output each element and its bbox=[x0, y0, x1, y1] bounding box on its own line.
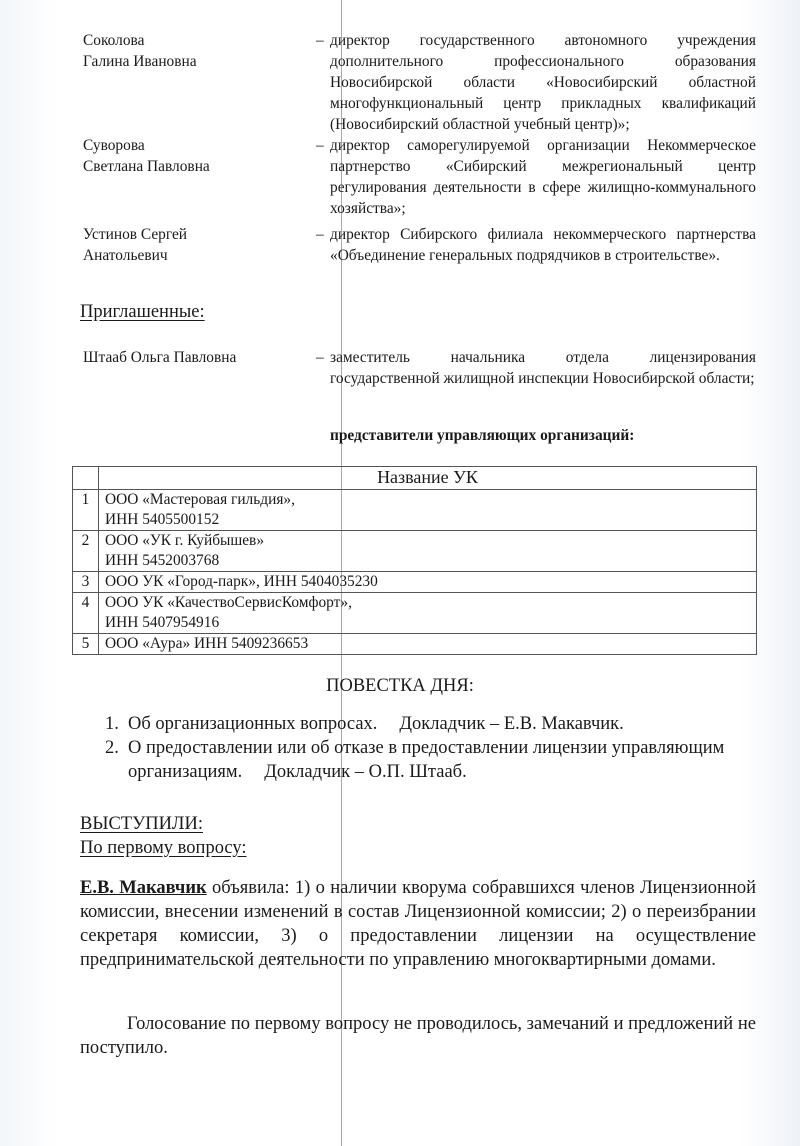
member-name bbox=[83, 224, 283, 266]
company-inn: ИНН 5405500152 bbox=[105, 511, 220, 528]
company-name: ООО «УК г. Куйбышев» bbox=[105, 532, 265, 549]
member-description: директор государственного автономного учреждения дополнительного профессионального образования Новосибирской области «Новосибирский областной многофункциональный центр прикладных квалификаций (Новосибирский областной учебный центр)»; bbox=[330, 32, 756, 133]
company-cell bbox=[99, 572, 757, 593]
member-description: директор саморегулируемой организации Некоммерческое партнерство «Сибирский межрегиональный центр регулирования деятельности в сфере жилищно-коммунального хозяйства»; bbox=[330, 137, 756, 217]
invited-name: Штааб Ольга Павловна bbox=[83, 349, 237, 366]
agenda-item-text: Об организационных вопросах. bbox=[128, 714, 378, 734]
member-given-names: Анатольевич bbox=[83, 247, 168, 264]
invited-description: заместитель начальника отдела лицензирования государственной жилищной инспекции Новосибирской области; bbox=[330, 349, 756, 387]
dash-separator: – bbox=[316, 32, 324, 49]
table-row bbox=[73, 490, 757, 531]
speaker-name: Е.В. Макавчик bbox=[80, 878, 207, 898]
company-cell bbox=[99, 531, 757, 572]
table-header-num bbox=[73, 467, 99, 490]
company-name: ООО УК «КачествоСервисКомфорт», bbox=[105, 594, 352, 611]
company-cell bbox=[99, 634, 757, 655]
company-cell bbox=[99, 490, 757, 531]
member-given-names: Галина Ивановна bbox=[83, 53, 197, 70]
agenda-item bbox=[105, 712, 785, 736]
member-surname: Суворова bbox=[83, 137, 145, 154]
member-surname: Соколова bbox=[83, 32, 145, 49]
agenda-item-speaker: Докладчик – О.П. Штааб. bbox=[264, 762, 467, 782]
speech-statement: объявила: 1) о наличии кворума собравшихся членов Лицензионной комиссии, внесении изменений в состав Лицензионной комиссии; 2) о переизбрании секретаря комиссии, 3) о предоставлении лицензии на осуществление предпринимательской деятельности по управлению многоквартирными домами. bbox=[80, 878, 756, 970]
agenda-item-text: О предоставлении или об отказе в предоставлении лицензии управляющим организациям. bbox=[128, 738, 725, 782]
member-description: директор Сибирского филиала некоммерческого партнерства «Объединение генеральных подрядчиков в строительстве». bbox=[330, 226, 756, 264]
member-surname: Устинов Сергей bbox=[83, 226, 188, 243]
row-number: 3 bbox=[73, 572, 99, 593]
company-name: ООО «Мастеровая гильдия», bbox=[105, 491, 295, 508]
table-row bbox=[73, 593, 757, 634]
member-name bbox=[83, 30, 283, 72]
company-inn: ИНН 5407954916 bbox=[105, 614, 220, 631]
invited-heading: Приглашенные: bbox=[80, 302, 205, 322]
company-inn: ИНН 5452003768 bbox=[105, 552, 220, 569]
voting-note: Голосование по первому вопросу не проводилось, замечаний и предложений не поступило. bbox=[80, 1014, 756, 1058]
row-number: 5 bbox=[73, 634, 99, 655]
member-name bbox=[83, 135, 283, 177]
dash-separator: – bbox=[316, 349, 324, 366]
table-row bbox=[73, 531, 757, 572]
company-name: ООО УК «Город-парк», ИНН 5404035230 bbox=[105, 573, 378, 590]
company-name: ООО «Аура» ИНН 5409236653 bbox=[105, 635, 309, 652]
agenda-item bbox=[105, 736, 785, 784]
agenda-item-number: 2. bbox=[105, 738, 119, 758]
table-header-row bbox=[73, 467, 757, 490]
speech-paragraph bbox=[80, 876, 756, 972]
speeches-subheading: По первому вопросу: bbox=[80, 838, 247, 858]
table-row bbox=[73, 572, 757, 593]
table-header-name: Название УК bbox=[99, 467, 757, 490]
agenda-item-speaker: Докладчик – Е.В. Макавчик. bbox=[399, 714, 624, 734]
agenda-title: ПОВЕСТКА ДНЯ: bbox=[326, 676, 474, 696]
row-number: 1 bbox=[73, 490, 99, 531]
row-number: 4 bbox=[73, 593, 99, 634]
table-row bbox=[73, 634, 757, 655]
row-number: 2 bbox=[73, 531, 99, 572]
speeches-heading: ВЫСТУПИЛИ: bbox=[80, 814, 203, 834]
dash-separator: – bbox=[316, 137, 324, 154]
company-cell bbox=[99, 593, 757, 634]
dash-separator: – bbox=[316, 226, 324, 243]
agenda-list bbox=[105, 712, 785, 784]
agenda-item-number: 1. bbox=[105, 714, 119, 734]
representatives-label: представители управляющих организаций: bbox=[330, 427, 635, 444]
member-given-names: Светлана Павловна bbox=[83, 158, 210, 175]
management-companies-table bbox=[72, 466, 757, 655]
